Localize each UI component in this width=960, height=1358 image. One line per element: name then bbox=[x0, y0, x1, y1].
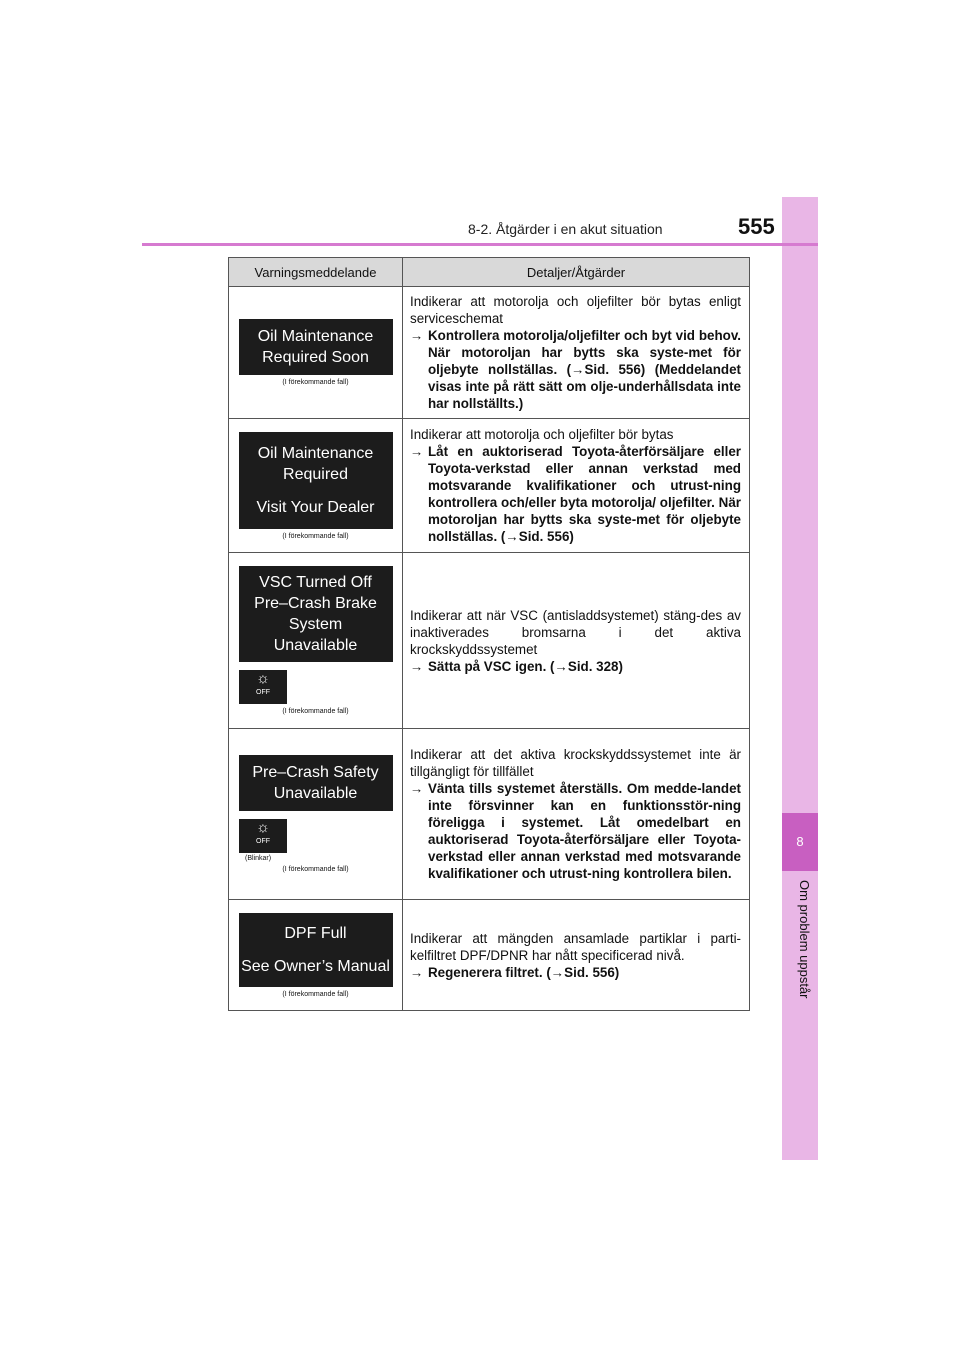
display-screen: VSC Turned Off Pre–Crash Brake System Unavailable bbox=[239, 566, 393, 662]
caption: (I förekommande fall) bbox=[282, 990, 349, 998]
blink-note: (Blinkar) bbox=[245, 855, 272, 862]
details-cell bbox=[403, 553, 750, 729]
display-screen: DPF Full See Owner’s Manual bbox=[239, 913, 393, 987]
table-row bbox=[229, 419, 750, 553]
chapter-number: 8 bbox=[782, 813, 818, 871]
message-cell bbox=[229, 900, 403, 1011]
col-header-message: Varningsmeddelande bbox=[229, 258, 403, 287]
table-row bbox=[229, 287, 750, 419]
warning-table bbox=[228, 257, 750, 1011]
caption: (I förekommande fall) bbox=[282, 532, 349, 540]
display-screen: Pre–Crash Safety Unavailable bbox=[239, 755, 393, 811]
table-row bbox=[229, 729, 750, 900]
action: → Sätta på VSC igen. (→Sid. 328) bbox=[410, 658, 623, 674]
description: Indikerar att motorolja och oljefilter bör bytas bbox=[410, 427, 674, 442]
pre-crash-off-icon: ☼ OFF bbox=[239, 670, 287, 704]
details-cell bbox=[403, 287, 750, 419]
details-cell bbox=[403, 419, 750, 553]
action: → Låt en auktoriserad Toyota-återförsäljare eller Toyota-verkstad eller annan verkstad med motsvarande kvalifikationer och utrust-ning kontrollera och/eller byta motorolja/ oljefilter. När motoroljan har bytts ska syste-met för oljebyte nollställas. (→Sid. 556) bbox=[410, 444, 741, 544]
header-rule bbox=[142, 243, 818, 246]
description: Indikerar att mängden ansamlade partiklar i parti-kelfiltret DPF/DPNR har nått specificerad nivå. bbox=[410, 930, 741, 963]
col-header-details: Detaljer/Åtgärder bbox=[403, 258, 750, 287]
details-cell bbox=[403, 729, 750, 900]
message-cell bbox=[229, 729, 403, 900]
pre-crash-off-icon: ☼ OFF bbox=[239, 819, 287, 853]
description: Indikerar att motorolja och oljefilter bör bytas enligt serviceschemat bbox=[410, 294, 741, 326]
page-number: 555 bbox=[738, 214, 775, 239]
table-row bbox=[229, 553, 750, 729]
caption: (I förekommande fall) bbox=[282, 379, 349, 386]
chapter-label: Om problem uppstår bbox=[797, 880, 812, 999]
description: Indikerar att när VSC (antisladdsystemet) stäng-des av inaktiverades bromsarna i det aktiva krockskyddssystemet bbox=[410, 607, 741, 657]
message-cell bbox=[229, 287, 403, 419]
display-screen: Oil Maintenance Required Soon bbox=[239, 319, 393, 375]
caption: (I förekommande fall) bbox=[282, 708, 349, 715]
table-row bbox=[229, 900, 750, 1011]
display-screen: Oil Maintenance Required Visit Your Dealer bbox=[239, 432, 393, 529]
message-cell bbox=[229, 553, 403, 729]
action: → Vänta tills systemet återställs. Om medde-landet inte försvinner kan en funktionsstör-ning föreligga i systemet. Låt omedelbart en auktoriserad Toyota-återförsäljare eller Toyota-verkstad eller annan verkstad med motsvarande kvalifikationer och utrust-ning kontrollera bilen. bbox=[410, 781, 741, 881]
description: Indikerar att det aktiva krockskyddssystemet inte är tillgängligt för tillfället bbox=[410, 747, 741, 779]
details-cell bbox=[403, 900, 750, 1011]
message-cell bbox=[229, 419, 403, 553]
caption: (I förekommande fall) bbox=[282, 866, 349, 873]
action: → Regenerera filtret. (→Sid. 556) bbox=[410, 964, 620, 980]
action: → Kontrollera motorolja/oljefilter och byt vid behov. När motoroljan har bytts ska syste-met för oljebyte nollställas. (→Sid. 556) (Meddelandet visas inte på rätt sätt om olje-underhållsdata inte har nollställts.) bbox=[410, 328, 741, 411]
section-title: 8-2. Åtgärder i en akut situation bbox=[468, 221, 663, 237]
